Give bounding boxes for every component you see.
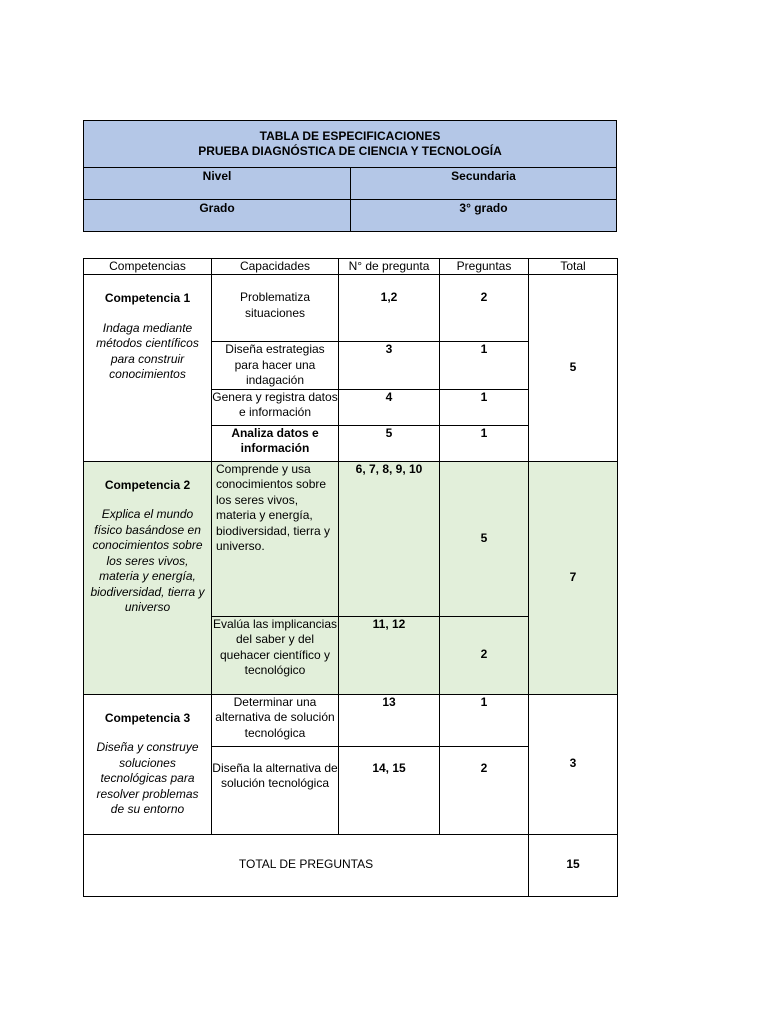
column-header: N° de pregunta — [339, 259, 440, 275]
document-subtitle: PRUEBA DIAGNÓSTICA DE CIENCIA Y TECNOLOGÍA — [198, 144, 502, 158]
capacidad-cell: Analiza datos e información — [212, 425, 339, 461]
competencia-cell — [84, 694, 212, 834]
column-header: Competencias — [84, 259, 212, 275]
total-value: 15 — [529, 834, 618, 896]
table-row — [84, 694, 618, 746]
competencia-title: Competencia 2 — [104, 477, 191, 492]
preguntas-cell: 1 — [440, 389, 529, 425]
total-label: TOTAL DE PREGUNTAS — [84, 834, 529, 896]
preguntas-cell: 2 — [440, 275, 529, 342]
grado-label: Grado — [84, 200, 351, 232]
document-title: TABLA DE ESPECIFICACIONES — [259, 129, 441, 143]
preguntas-cell: 1 — [440, 694, 529, 746]
table-row — [84, 461, 618, 616]
numero-cell: 3 — [339, 342, 440, 390]
column-header: Preguntas — [440, 259, 529, 275]
numero-cell: 4 — [339, 389, 440, 425]
numero-cell: 11, 12 — [339, 616, 440, 694]
competencia-title: Competencia 3 — [104, 710, 191, 725]
grado-value: 3° grado — [351, 200, 617, 232]
competencia-cell — [84, 275, 212, 462]
numero-cell: 5 — [339, 425, 440, 461]
capacidad-cell: Problematiza situaciones — [212, 275, 339, 342]
table-header-row — [84, 259, 618, 275]
numero-cell: 13 — [339, 694, 440, 746]
total-cell: 7 — [529, 461, 618, 694]
total-row — [84, 834, 618, 896]
competencia-cell — [84, 461, 212, 694]
preguntas-cell: 5 — [440, 461, 529, 616]
specification-table — [83, 258, 618, 897]
numero-cell: 1,2 — [339, 275, 440, 342]
total-cell: 3 — [529, 694, 618, 834]
competencia-description: Diseña y construye soluciones tecnológicas para resolver problemas de su entorno — [96, 740, 199, 816]
preguntas-cell: 2 — [440, 616, 529, 694]
preguntas-cell: 2 — [440, 746, 529, 834]
competencia-title: Competencia 1 — [104, 291, 191, 305]
competencia-description: Indaga mediante métodos científicos para construir conocimientos — [96, 320, 199, 381]
nivel-value: Secundaria — [351, 168, 617, 200]
capacidad-cell: Diseña la alternativa de solución tecnológica — [212, 746, 339, 834]
capacidad-cell: Evalúa las implicancias del saber y del quehacer científico y tecnológico — [212, 616, 339, 694]
competencia-description: Explica el mundo físico basándose en conocimientos sobre los seres vivos, materia y energía, biodiversidad, tierra y universo — [90, 507, 205, 614]
header-table — [83, 120, 617, 232]
numero-cell: 6, 7, 8, 9, 10 — [339, 461, 440, 616]
preguntas-cell: 1 — [440, 342, 529, 390]
preguntas-cell: 1 — [440, 425, 529, 461]
numero-cell: 14, 15 — [339, 746, 440, 834]
capacidad-cell: Comprende y usa conocimientos sobre los seres vivos, materia y energía, biodiversidad, tierra y universo. — [212, 461, 339, 616]
nivel-label: Nivel — [84, 168, 351, 200]
column-header: Total — [529, 259, 618, 275]
table-row — [84, 275, 618, 342]
capacidad-cell: Diseña estrategias para hacer una indagación — [212, 342, 339, 390]
column-header: Capacidades — [212, 259, 339, 275]
total-cell: 5 — [529, 275, 618, 462]
capacidad-cell: Genera y registra datos e información — [212, 389, 339, 425]
title-cell — [84, 121, 617, 168]
capacidad-cell: Determinar una alternativa de solución tecnológica — [212, 694, 339, 746]
